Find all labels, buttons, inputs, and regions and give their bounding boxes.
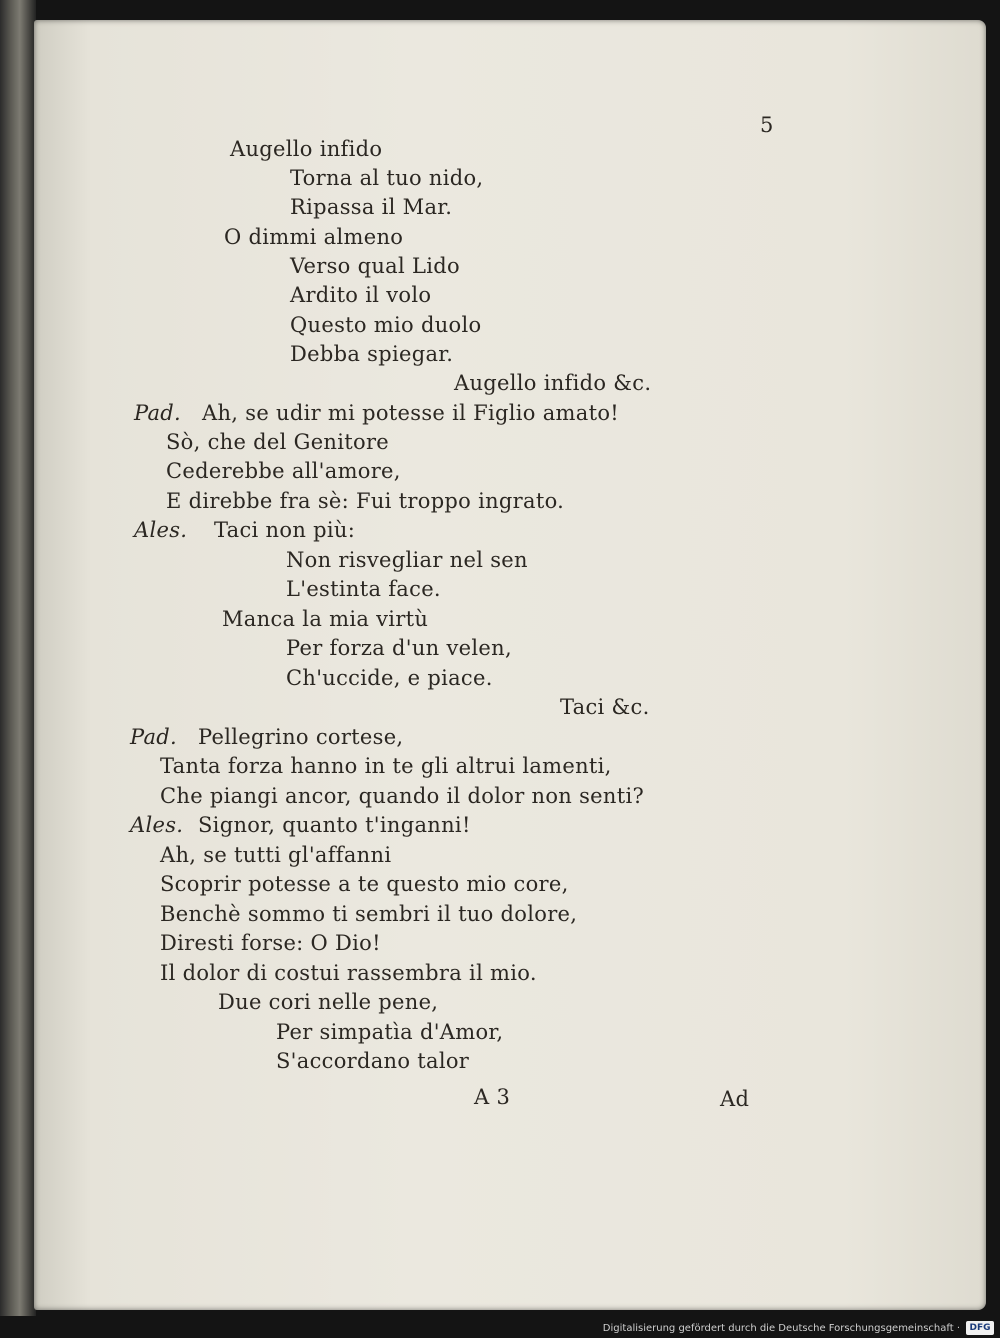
verse-line: Scoprir potesse a te questo mio core,: [160, 872, 569, 896]
book-binding-edge: [0, 0, 36, 1316]
verse-line: Non risvegliar nel sen: [286, 548, 528, 572]
verse-line: Che piangi ancor, quando il dolor non senti?: [160, 784, 645, 808]
verse-line: E direbbe fra sè: Fui troppo ingrato.: [166, 489, 565, 513]
speaker-label: Pad.: [134, 401, 182, 425]
verse-line: Pellegrino cortese,: [198, 725, 404, 749]
page-number: 5: [760, 113, 774, 137]
verse-line: Diresti forse: O Dio!: [160, 931, 381, 955]
verse-line: Questo mio duolo: [290, 313, 482, 337]
verse-line: Per simpatìa d'Amor,: [276, 1020, 504, 1044]
verse-line: Torna al tuo nido,: [290, 166, 484, 190]
verse-line: Sò, che del Genitore: [166, 430, 390, 454]
verse-line: Augello infido &c.: [454, 371, 652, 395]
verse-line: Signor, quanto t'inganni!: [198, 813, 471, 837]
verse-line: Taci non più:: [214, 518, 356, 542]
verse-line: Augello infido: [230, 137, 383, 161]
book-page: [34, 20, 986, 1310]
speaker-label: Ales.: [130, 813, 184, 837]
verse-line: Benchè sommo ti sembri il tuo dolore,: [160, 902, 578, 926]
signature-mark: A 3: [474, 1085, 511, 1109]
catchword: Ad: [720, 1087, 750, 1111]
verse-line: L'estinta face.: [286, 577, 441, 601]
speaker-label: Ales.: [134, 518, 188, 542]
verse-line: Debba spiegar.: [290, 342, 454, 366]
verse-line: Ardito il volo: [290, 283, 432, 307]
verse-line: Verso qual Lido: [290, 254, 460, 278]
verse-line: Ch'uccide, e piace.: [286, 666, 493, 690]
footer-bar: [0, 1316, 1000, 1338]
verse-line: Ripassa il Mar.: [290, 195, 453, 219]
verse-line: Tanta forza hanno in te gli altrui lamenti,: [160, 754, 612, 778]
verse-line: Ah, se udir mi potesse il Figlio amato!: [202, 401, 619, 425]
dfg-logo: DFG: [966, 1321, 994, 1335]
verse-line: O dimmi almeno: [224, 225, 404, 249]
verse-line: Il dolor di costui rassembra il mio.: [160, 961, 537, 985]
verse-line: Due cori nelle pene,: [218, 990, 439, 1014]
verse-line: Per forza d'un velen,: [286, 636, 512, 660]
verse-line: Ah, se tutti gl'affanni: [160, 843, 392, 867]
speaker-label: Pad.: [130, 725, 178, 749]
verse-line: Manca la mia virtù: [222, 607, 429, 631]
footer-credit: Digitalisierung gefördert durch die Deutsche Forschungsgemeinschaft ·: [602, 1323, 960, 1334]
verse-line: S'accordano talor: [276, 1049, 470, 1073]
verse-line: Cederebbe all'amore,: [166, 459, 401, 483]
verse-line: Taci &c.: [560, 695, 650, 719]
